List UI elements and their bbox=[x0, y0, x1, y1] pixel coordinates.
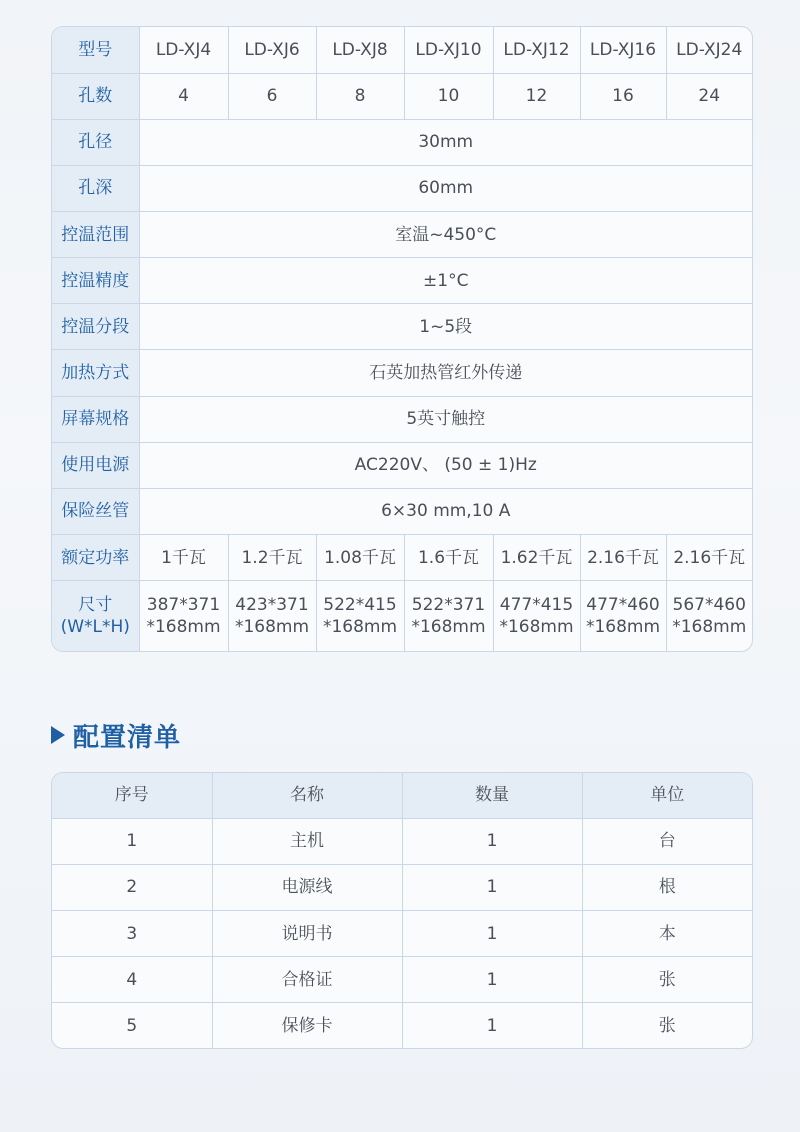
model-label: 型号 bbox=[52, 27, 139, 73]
config-table bbox=[52, 773, 752, 1048]
model-cell: LD-XJ8 bbox=[316, 27, 404, 73]
temp-accuracy-value: ±1°C bbox=[139, 258, 752, 304]
hole-count-cell: 24 bbox=[666, 73, 752, 119]
hole-count-cell: 4 bbox=[139, 73, 228, 119]
dimensions-line2: *168mm bbox=[234, 617, 310, 638]
model-cell: LD-XJ6 bbox=[228, 27, 316, 73]
hole-depth-label: 孔深 bbox=[52, 165, 139, 211]
config-cell: 2 bbox=[52, 864, 212, 910]
dimensions-line2: *168mm bbox=[585, 617, 661, 638]
rated-power-cell: 2.16千瓦 bbox=[580, 535, 666, 581]
config-cell: 张 bbox=[582, 1003, 752, 1048]
spec-table bbox=[52, 27, 752, 651]
fuse-value: 6×30 mm,10 A bbox=[139, 488, 752, 534]
screen-row bbox=[52, 396, 752, 442]
dimensions-line1: 522*371 bbox=[411, 595, 486, 616]
fuse-row bbox=[52, 488, 752, 534]
config-header-cell: 单位 bbox=[582, 773, 752, 818]
dimensions-cell bbox=[139, 581, 228, 651]
dimensions-line2: *168mm bbox=[411, 617, 486, 638]
model-cell: LD-XJ16 bbox=[580, 27, 666, 73]
power-supply-value: AC220V、 (50 ± 1)Hz bbox=[139, 442, 752, 488]
hole-count-label: 孔数 bbox=[52, 73, 139, 119]
config-cell: 1 bbox=[402, 910, 582, 956]
model-cell: LD-XJ10 bbox=[404, 27, 493, 73]
temp-range-label: 控温范围 bbox=[52, 212, 139, 258]
config-cell: 合格证 bbox=[212, 957, 402, 1003]
dimensions-cell bbox=[493, 581, 580, 651]
hole-count-cell: 6 bbox=[228, 73, 316, 119]
dimensions-cell bbox=[404, 581, 493, 651]
config-cell: 说明书 bbox=[212, 910, 402, 956]
hole-depth-row bbox=[52, 165, 752, 211]
model-cell: LD-XJ24 bbox=[666, 27, 752, 73]
dimensions-line1: 423*371 bbox=[235, 595, 309, 616]
config-cell: 张 bbox=[582, 957, 752, 1003]
spec-header-row bbox=[52, 27, 752, 73]
rated-power-cell: 1千瓦 bbox=[139, 535, 228, 581]
table-row bbox=[52, 818, 752, 864]
config-cell: 电源线 bbox=[212, 864, 402, 910]
heating-method-label: 加热方式 bbox=[52, 350, 139, 396]
rated-power-cell: 1.2千瓦 bbox=[228, 535, 316, 581]
config-cell: 台 bbox=[582, 818, 752, 864]
config-cell: 1 bbox=[402, 864, 582, 910]
dimensions-line1: 387*371 bbox=[146, 595, 221, 616]
table-row bbox=[52, 864, 752, 910]
rated-power-cell: 1.08千瓦 bbox=[316, 535, 404, 581]
dimensions-line2: *168mm bbox=[499, 617, 574, 638]
dimensions-cell bbox=[228, 581, 316, 651]
config-header-cell: 序号 bbox=[52, 773, 212, 818]
dimensions-line2: *168mm bbox=[146, 617, 221, 638]
hole-diameter-row bbox=[52, 119, 752, 165]
rated-power-cell: 1.62千瓦 bbox=[493, 535, 580, 581]
heating-method-row bbox=[52, 350, 752, 396]
hole-count-row bbox=[52, 73, 752, 119]
hole-count-cell: 8 bbox=[316, 73, 404, 119]
dimensions-label-line2: (W*L*H) bbox=[60, 617, 130, 638]
screen-label: 屏幕规格 bbox=[52, 396, 139, 442]
config-cell: 4 bbox=[52, 957, 212, 1003]
dimensions-line2: *168mm bbox=[322, 617, 398, 638]
temp-range-value: 室温~450°C bbox=[139, 212, 752, 258]
config-cell: 5 bbox=[52, 1003, 212, 1048]
fuse-label: 保险丝管 bbox=[52, 488, 139, 534]
temp-accuracy-label: 控温精度 bbox=[52, 258, 139, 304]
hole-diameter-value: 30mm bbox=[139, 119, 752, 165]
dimensions-cell bbox=[666, 581, 752, 651]
config-cell: 根 bbox=[582, 864, 752, 910]
temp-segments-row bbox=[52, 304, 752, 350]
config-section-title: 配置清单 bbox=[73, 722, 182, 753]
config-header-row bbox=[52, 773, 752, 818]
hole-count-cell: 12 bbox=[493, 73, 580, 119]
dimensions-cell bbox=[580, 581, 666, 651]
temp-segments-label: 控温分段 bbox=[52, 304, 139, 350]
rated-power-cell: 1.6千瓦 bbox=[404, 535, 493, 581]
dimensions-line1: 477*415 bbox=[499, 595, 574, 616]
config-header-cell: 名称 bbox=[212, 773, 402, 818]
hole-count-cell: 16 bbox=[580, 73, 666, 119]
config-table-container bbox=[51, 772, 753, 1049]
spec-table-container bbox=[51, 26, 753, 652]
config-cell: 3 bbox=[52, 910, 212, 956]
temp-accuracy-row bbox=[52, 258, 752, 304]
hole-depth-value: 60mm bbox=[139, 165, 752, 211]
heating-method-value: 石英加热管红外传递 bbox=[139, 350, 752, 396]
table-row bbox=[52, 957, 752, 1003]
hole-diameter-label: 孔径 bbox=[52, 119, 139, 165]
config-section-heading bbox=[51, 716, 181, 754]
temp-range-row bbox=[52, 212, 752, 258]
rated-power-row bbox=[52, 535, 752, 581]
config-cell: 本 bbox=[582, 910, 752, 956]
config-cell: 1 bbox=[402, 818, 582, 864]
hole-count-cell: 10 bbox=[404, 73, 493, 119]
config-cell: 1 bbox=[402, 1003, 582, 1048]
temp-segments-value: 1~5段 bbox=[139, 304, 752, 350]
model-cell: LD-XJ12 bbox=[493, 27, 580, 73]
model-cell: LD-XJ4 bbox=[139, 27, 228, 73]
rated-power-label: 额定功率 bbox=[52, 535, 139, 581]
power-supply-row bbox=[52, 442, 752, 488]
table-row bbox=[52, 910, 752, 956]
dimensions-cell bbox=[316, 581, 404, 651]
dimensions-line1: 567*460 bbox=[672, 595, 746, 616]
dimensions-row bbox=[52, 581, 752, 651]
dimensions-line1: 522*415 bbox=[323, 595, 397, 616]
config-cell: 主机 bbox=[212, 818, 402, 864]
rated-power-cell: 2.16千瓦 bbox=[666, 535, 752, 581]
dimensions-label-line1: 尺寸 bbox=[78, 595, 113, 616]
config-cell: 1 bbox=[402, 957, 582, 1003]
power-supply-label: 使用电源 bbox=[52, 442, 139, 488]
triangle-arrow-icon bbox=[51, 726, 65, 744]
dimensions-line1: 477*460 bbox=[586, 595, 660, 616]
config-cell: 1 bbox=[52, 818, 212, 864]
config-cell: 保修卡 bbox=[212, 1003, 402, 1048]
dimensions-line2: *168mm bbox=[672, 617, 747, 638]
dimensions-label bbox=[52, 581, 139, 651]
config-header-cell: 数量 bbox=[402, 773, 582, 818]
table-row bbox=[52, 1003, 752, 1048]
screen-value: 5英寸触控 bbox=[139, 396, 752, 442]
